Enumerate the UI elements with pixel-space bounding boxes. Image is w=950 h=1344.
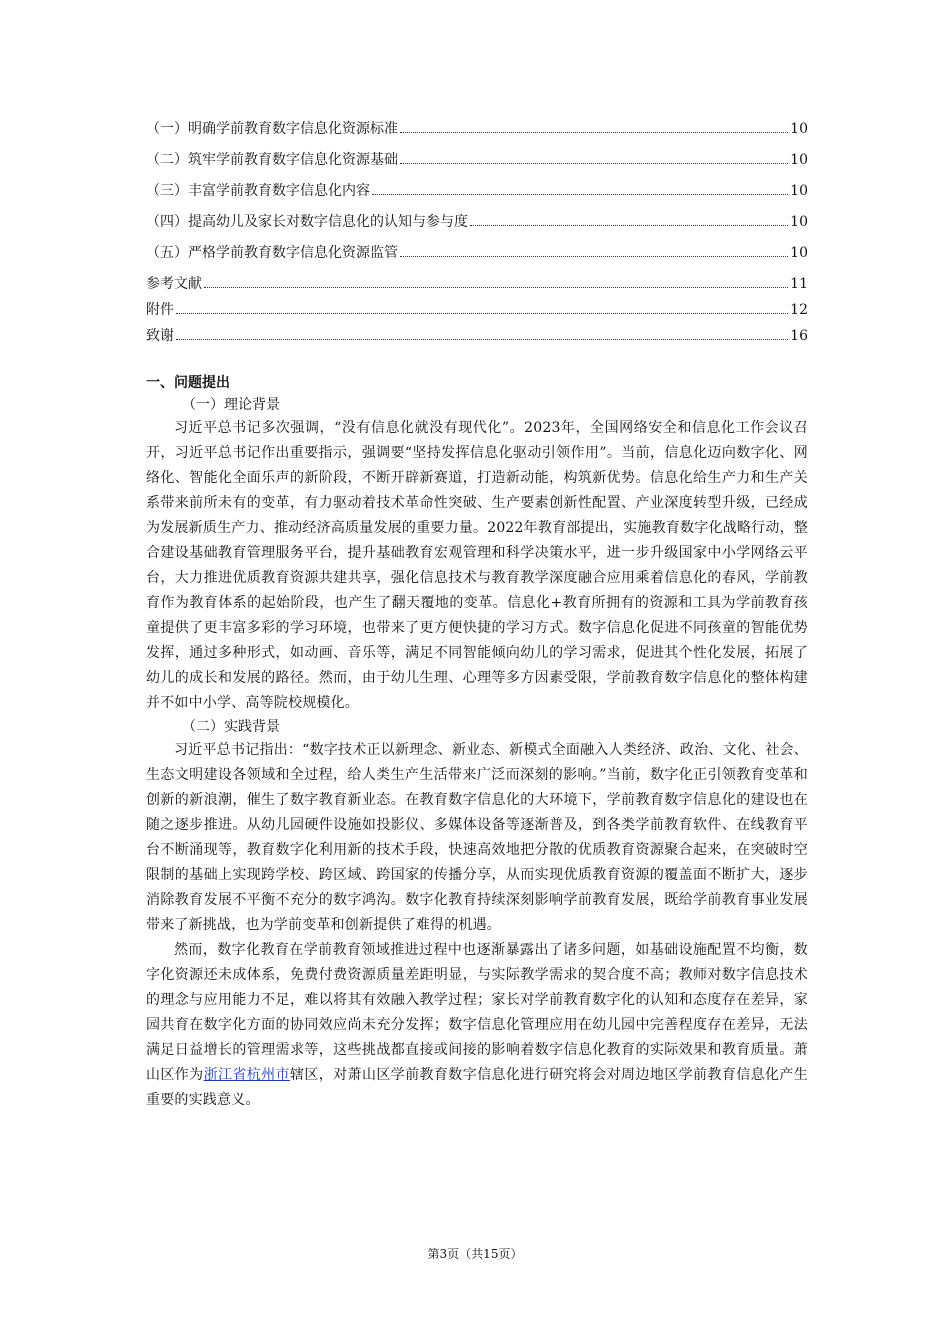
toc-entry[interactable]	[146, 325, 808, 351]
toc-entry-label: （四）提高幼儿及家长对数字信息化的认知与参与度	[146, 214, 468, 230]
link-zhejiang[interactable]: 浙江省	[203, 1067, 247, 1083]
toc-leader-dots	[400, 255, 788, 257]
toc-entry-page: 10	[790, 183, 808, 199]
toc-entry[interactable]	[146, 149, 808, 180]
toc-leader-dots	[204, 286, 788, 288]
toc-entry-page: 10	[790, 245, 808, 261]
toc-entry-label: （二）筑牢学前教育数字信息化资源基础	[146, 152, 398, 168]
paragraph-practice: 习近平总书记指出：“数字技术正以新理念、新业态、新模式全面融入人类经济、政治、文化、社会、生态文明建设各领域和全过程，给人类生产生活带来广泛而深刻的影响。”当前，数字化正引领教育变革和创新的新浪潮，催生了数字教育新业态。在教育数字信息化的大环境下，学前教育数字信息化的建设也在随之逐步推进。从幼儿园硬件设施如投影仪、多媒体设备等逐渐普及，到各类学前教育软件、在线教育平台不断涌现等，教育数字化利用新的技术手段，快速高效地把分散的优质教育资源聚合起来，在突破时空限制的基础上实现跨学校、跨区域、跨国家的传播分享，从而实现优质教育资源的覆盖面不断扩大，逐步消除教育发展不平衡不充分的数字鸿沟。数字化教育持续深刻影响学前教育发展，既给学前教育事业发展带来了新挑战，也为学前变革和创新提供了难得的机遇。	[146, 742, 808, 933]
toc-entry-label: （三）丰富学前教育数字信息化内容	[146, 183, 370, 199]
toc-entry[interactable]	[146, 211, 808, 242]
toc-entry-label: 致谢	[146, 328, 174, 344]
toc-leader-dots	[176, 338, 788, 340]
section-heading: 一、问题提出	[146, 375, 230, 391]
paragraph-challenges	[146, 938, 808, 1113]
toc-entry-label: （一）明确学前教育数字信息化资源标准	[146, 121, 398, 137]
table-of-contents	[146, 118, 808, 351]
toc-leader-dots	[176, 312, 788, 314]
page-footer: 第3页（共15页）	[427, 1247, 523, 1261]
toc-entry[interactable]	[146, 118, 808, 149]
subsection-heading-practice: （二）实践背景	[182, 719, 280, 735]
toc-entry[interactable]	[146, 242, 808, 273]
document-body	[146, 372, 808, 1113]
toc-entry[interactable]	[146, 299, 808, 325]
toc-entry[interactable]	[146, 180, 808, 211]
toc-entry-page: 16	[790, 328, 808, 344]
subsection-heading-theory: （一）理论背景	[182, 397, 280, 413]
toc-entry-page: 10	[790, 214, 808, 230]
paragraph-text: 然而，数字化教育在学前教育领域推进过程中也逐渐暴露出了诸多问题，如基础设施配置不均衡，数字化资源还未成体系，免费付费资源质量差距明显，与实际教学需求的契合度不高；教师对数字信息技术的理念与应用能力不足，难以将其有效融入教学过程；家长对学前教育数字化的认知和态度存在差异，家园共育在数字化方面的协同效应尚未充分发挥；数字信息化管理应用在幼儿园中完善程度存在差异，无法满足日益增长的管理需求等，这些挑战都直接或间接的影响着数字信息化教育的实际效果和教育质量。萧山区作为	[146, 942, 808, 1083]
toc-entry-label: 附件	[146, 302, 174, 318]
toc-entry-label: 参考文献	[146, 276, 202, 292]
toc-leader-dots	[400, 162, 788, 164]
toc-leader-dots	[400, 131, 788, 133]
toc-entry-page: 11	[790, 276, 808, 292]
toc-entry[interactable]	[146, 273, 808, 299]
paragraph-text: 辖区，对萧山区学前教育数字信息化进行研究将会对周边地区学前教育信息化产生重要的实践意义。	[146, 1067, 808, 1108]
toc-leader-dots	[470, 224, 788, 226]
paragraph-theory: 习近平总书记多次强调，“没有信息化就没有现代化”。2023年，全国网络安全和信息化工作会议召开，习近平总书记作出重要指示，强调要“坚持发挥信息化驱动引领作用”。当前，信息化迈向数字化、网络化、智能化全面乐声的新阶段，不断开辟新赛道，打造新动能，构筑新优势。信息化给生产力和生产关系带来前所未有的变革，有力驱动着技术革命性突破、生产要素创新性配置、产业深度转型升级，已经成为发展新质生产力、推动经济高质量发展的重要力量。2022年教育部提出，实施教育数字化战略行动，整合建设基础教育管理服务平台，提升基础教育宏观管理和科学决策水平，进一步升级国家中小学网络云平台，大力推进优质教育资源共建共享，强化信息技术与教育教学深度融合应用乘着信息化的春风，学前教育作为教育体系的起始阶段，也产生了翻天覆地的变革。信息化+教育所拥有的资源和工具为学前教育孩童提供了更丰富多彩的学习环境，也带来了更方便快捷的学习方式。数字信息化促进不同孩童的智能优势发挥，通过多种形式，如动画、音乐等，满足不同智能倾向幼儿的学习需求，促进其个性化发展，拓展了幼儿的成长和发展的路径。然而，由于幼儿生理、心理等多方因素受限，学前教育数字信息化的整体构建并不如中小学、高等院校规模化。	[146, 420, 808, 711]
toc-leader-dots	[372, 193, 788, 195]
toc-entry-page: 12	[790, 302, 808, 318]
toc-entry-page: 10	[790, 152, 808, 168]
toc-entry-label: （五）严格学前教育数字信息化资源监管	[146, 245, 398, 261]
link-hangzhou[interactable]: 杭州市	[246, 1067, 290, 1083]
toc-entry-page: 10	[790, 121, 808, 137]
